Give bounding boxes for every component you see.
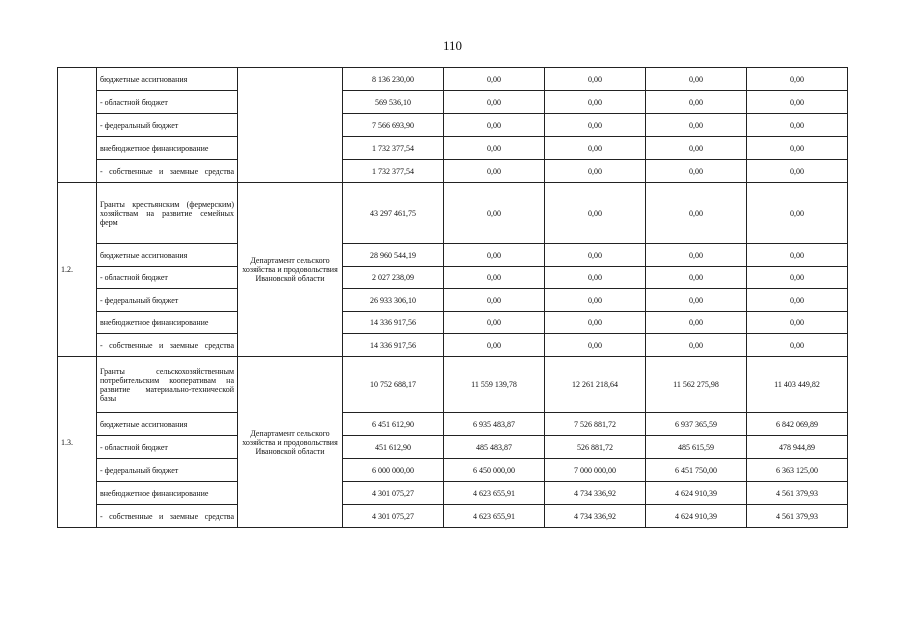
amount-cell: 0,00 xyxy=(747,334,848,357)
amount-cell: 0,00 xyxy=(747,114,848,137)
amount-cell: 0,00 xyxy=(747,267,848,289)
amount-cell: 0,00 xyxy=(444,114,545,137)
amount-cell: 0,00 xyxy=(545,114,646,137)
funding-source-label: внебюджетное финансирование xyxy=(97,312,238,334)
amount-cell: 0,00 xyxy=(646,183,747,244)
budget-table xyxy=(57,67,848,528)
amount-cell: 0,00 xyxy=(646,244,747,267)
amount-cell: 4 561 379,93 xyxy=(747,482,848,505)
funding-source-label: - собственные и заемные средства xyxy=(97,160,238,183)
amount-cell: 43 297 461,75 xyxy=(343,183,444,244)
funding-source-label: внебюджетное финансирование xyxy=(97,482,238,505)
amount-cell: 0,00 xyxy=(646,334,747,357)
amount-cell: 485 483,87 xyxy=(444,436,545,459)
amount-cell: 0,00 xyxy=(444,244,545,267)
amount-cell: 0,00 xyxy=(747,68,848,91)
amount-cell: 0,00 xyxy=(646,91,747,114)
amount-cell: 0,00 xyxy=(545,334,646,357)
table-row xyxy=(58,436,848,459)
table-row xyxy=(58,334,848,357)
amount-cell: 0,00 xyxy=(646,160,747,183)
table-row xyxy=(58,459,848,482)
amount-cell: 11 559 139,78 xyxy=(444,357,545,413)
page-number: 110 xyxy=(442,38,463,53)
measure-title: Гранты сельскохозяйственным потребительским кооперативам на развитие материально-технической базы xyxy=(97,357,238,413)
amount-cell: 4 561 379,93 xyxy=(747,505,848,528)
item-number xyxy=(58,68,97,183)
amount-cell: 6 363 125,00 xyxy=(747,459,848,482)
amount-cell: 0,00 xyxy=(747,244,848,267)
table-row xyxy=(58,160,848,183)
amount-cell: 0,00 xyxy=(545,91,646,114)
amount-cell: 4 734 336,92 xyxy=(545,505,646,528)
table-row xyxy=(58,68,848,91)
amount-cell: 0,00 xyxy=(747,160,848,183)
amount-cell: 0,00 xyxy=(545,137,646,160)
funding-source-label: бюджетные ассигнования xyxy=(97,413,238,436)
amount-cell: 6 000 000,00 xyxy=(343,459,444,482)
amount-cell: 0,00 xyxy=(747,183,848,244)
amount-cell: 6 451 612,90 xyxy=(343,413,444,436)
amount-cell: 0,00 xyxy=(646,137,747,160)
amount-cell: 0,00 xyxy=(444,312,545,334)
funding-source-label: - федеральный бюджет xyxy=(97,459,238,482)
amount-cell: 4 624 910,39 xyxy=(646,505,747,528)
item-number: 1.2. xyxy=(58,183,97,357)
funding-source-label: - федеральный бюджет xyxy=(97,114,238,137)
amount-cell: 0,00 xyxy=(444,91,545,114)
funding-source-label: - областной бюджет xyxy=(97,91,238,114)
amount-cell: 6 937 365,59 xyxy=(646,413,747,436)
amount-cell: 7 566 693,90 xyxy=(343,114,444,137)
amount-cell: 14 336 917,56 xyxy=(343,312,444,334)
amount-cell: 1 732 377,54 xyxy=(343,137,444,160)
table-row xyxy=(58,183,848,244)
amount-cell: 451 612,90 xyxy=(343,436,444,459)
amount-cell: 4 624 910,39 xyxy=(646,482,747,505)
amount-cell: 0,00 xyxy=(545,289,646,312)
amount-cell: 569 536,10 xyxy=(343,91,444,114)
amount-cell: 0,00 xyxy=(747,289,848,312)
amount-cell: 526 881,72 xyxy=(545,436,646,459)
amount-cell: 0,00 xyxy=(646,267,747,289)
amount-cell: 0,00 xyxy=(646,312,747,334)
funding-source-label: - областной бюджет xyxy=(97,267,238,289)
executor-cell: Департамент сельского хозяйства и продовольствия Ивановской области xyxy=(238,183,343,357)
funding-source-label: внебюджетное финансирование xyxy=(97,137,238,160)
table-row xyxy=(58,114,848,137)
amount-cell: 0,00 xyxy=(545,244,646,267)
amount-cell: 0,00 xyxy=(545,183,646,244)
amount-cell: 0,00 xyxy=(444,267,545,289)
amount-cell: 4 734 336,92 xyxy=(545,482,646,505)
amount-cell: 0,00 xyxy=(646,289,747,312)
amount-cell: 14 336 917,56 xyxy=(343,334,444,357)
table-row xyxy=(58,289,848,312)
item-number: 1.3. xyxy=(58,357,97,528)
amount-cell: 6 935 483,87 xyxy=(444,413,545,436)
funding-source-label: - федеральный бюджет xyxy=(97,289,238,312)
executor-cell xyxy=(238,68,343,183)
amount-cell: 11 403 449,82 xyxy=(747,357,848,413)
funding-source-label: бюджетные ассигнования xyxy=(97,68,238,91)
amount-cell: 12 261 218,64 xyxy=(545,357,646,413)
amount-cell: 0,00 xyxy=(444,137,545,160)
table-row xyxy=(58,91,848,114)
amount-cell: 4 301 075,27 xyxy=(343,505,444,528)
amount-cell: 0,00 xyxy=(444,68,545,91)
amount-cell: 6 842 069,89 xyxy=(747,413,848,436)
amount-cell: 2 027 238,09 xyxy=(343,267,444,289)
table-row xyxy=(58,267,848,289)
amount-cell: 0,00 xyxy=(747,91,848,114)
table-row xyxy=(58,312,848,334)
amount-cell: 26 933 306,10 xyxy=(343,289,444,312)
amount-cell: 11 562 275,98 xyxy=(646,357,747,413)
amount-cell: 7 526 881,72 xyxy=(545,413,646,436)
amount-cell: 0,00 xyxy=(646,114,747,137)
table-row xyxy=(58,482,848,505)
amount-cell: 6 450 000,00 xyxy=(444,459,545,482)
amount-cell: 0,00 xyxy=(444,160,545,183)
table-row xyxy=(58,357,848,413)
amount-cell: 4 623 655,91 xyxy=(444,482,545,505)
amount-cell: 0,00 xyxy=(646,68,747,91)
executor-cell: Департамент сельского хозяйства и продовольствия Ивановской области xyxy=(238,357,343,528)
amount-cell: 0,00 xyxy=(545,267,646,289)
amount-cell: 0,00 xyxy=(545,312,646,334)
table-row xyxy=(58,505,848,528)
amount-cell: 6 451 750,00 xyxy=(646,459,747,482)
amount-cell: 1 732 377,54 xyxy=(343,160,444,183)
measure-title: Гранты крестьянским (фермерским) хозяйствам на развитие семейных ферм xyxy=(97,183,238,244)
amount-cell: 4 301 075,27 xyxy=(343,482,444,505)
amount-cell: 7 000 000,00 xyxy=(545,459,646,482)
funding-source-label: - собственные и заемные средства xyxy=(97,505,238,528)
amount-cell: 0,00 xyxy=(545,68,646,91)
table-row xyxy=(58,137,848,160)
amount-cell: 0,00 xyxy=(444,183,545,244)
amount-cell: 0,00 xyxy=(444,334,545,357)
amount-cell: 478 944,89 xyxy=(747,436,848,459)
amount-cell: 28 960 544,19 xyxy=(343,244,444,267)
amount-cell: 0,00 xyxy=(444,289,545,312)
funding-source-label: - областной бюджет xyxy=(97,436,238,459)
table-row xyxy=(58,413,848,436)
amount-cell: 485 615,59 xyxy=(646,436,747,459)
funding-source-label: - собственные и заемные средства xyxy=(97,334,238,357)
amount-cell: 0,00 xyxy=(747,137,848,160)
amount-cell: 0,00 xyxy=(545,160,646,183)
amount-cell: 4 623 655,91 xyxy=(444,505,545,528)
amount-cell: 10 752 688,17 xyxy=(343,357,444,413)
table-row xyxy=(58,244,848,267)
amount-cell: 8 136 230,00 xyxy=(343,68,444,91)
funding-source-label: бюджетные ассигнования xyxy=(97,244,238,267)
amount-cell: 0,00 xyxy=(747,312,848,334)
